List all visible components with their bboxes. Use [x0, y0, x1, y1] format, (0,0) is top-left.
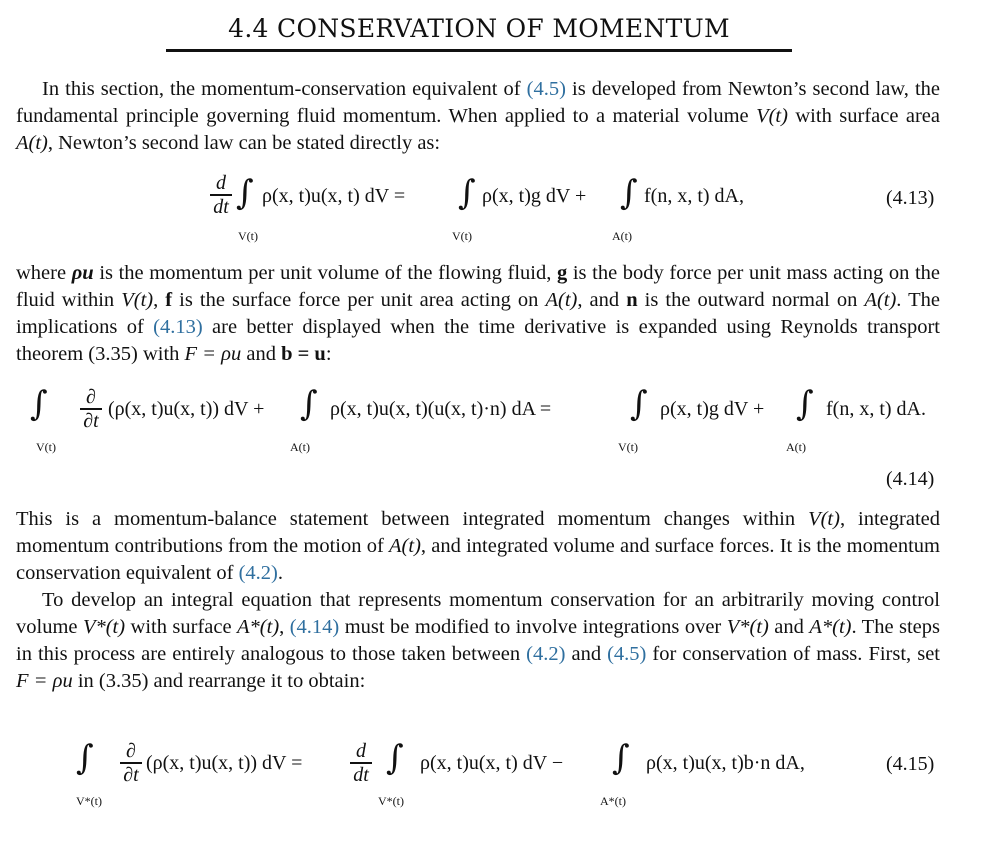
- equation-number: (4.13): [886, 187, 935, 209]
- paragraph-2: where ρu is the momentum per unit volume of the flowing fluid, g is the body force per unit mass acting on the fluid within V(t), f is the surface force per unit area acting on A(t), and n is the outward normal on A(t). The implications of (4.13) are better displayed when the time derivative is expanded using Reynolds transport theorem (3.35) with F = ρu and b = u:: [16, 262, 940, 365]
- integral-sign: ∫: [76, 738, 94, 778]
- paragraph-1: In this section, the momentum-conservation equivalent of (4.5) is developed from Newton’s second law, the fundamental principle governing fluid momentum. When applied to a material volume V(t) with surface area A(t), Newton’s second law can be stated directly as:: [16, 78, 940, 154]
- paragraph-3: This is a momentum-balance statement between integrated momentum changes within V(t), integrated momentum contributions from the motion of A(t), and integrated volume and surface forces. It is the momentum conservation equivalent of (4.2).: [16, 508, 941, 584]
- integral-sign: ∫: [300, 384, 318, 424]
- integral-sign: ∫: [458, 173, 476, 213]
- eq14-sub-a: A(t): [290, 440, 310, 454]
- derivative-operator: d dt: [210, 172, 232, 218]
- integral-sign: ∫: [796, 384, 814, 424]
- eq14-sub-a: A(t): [786, 440, 806, 454]
- eq15-sub-a: A*(t): [600, 794, 626, 808]
- equation-link-4-13[interactable]: (4.13): [153, 316, 203, 338]
- integral-sign: ∫: [620, 173, 638, 213]
- eq13-sub-a: A(t): [612, 229, 632, 243]
- eq15-sub-v: V*(t): [378, 794, 404, 808]
- equation-number: (4.14): [886, 468, 935, 490]
- equation-link-4-5[interactable]: (4.5): [526, 78, 566, 100]
- equation-link-4-2[interactable]: (4.2): [238, 562, 278, 584]
- partial-derivative-operator: ∂ ∂t: [80, 386, 102, 432]
- integral-sign: ∫: [612, 738, 630, 778]
- section-heading: 4.4 CONSERVATION OF MOMENTUM: [228, 14, 730, 43]
- equation-link-4-2[interactable]: (4.2): [526, 643, 566, 665]
- eq13-sub-v: V(t): [452, 229, 472, 243]
- eq14-term3: ρ(x, t)g dV +: [660, 398, 765, 420]
- eq14-sub-v: V(t): [36, 440, 56, 454]
- eq14-sub-v: V(t): [618, 440, 638, 454]
- eq14-term1: (ρ(x, t)u(x, t)) dV +: [108, 398, 265, 420]
- paragraph-4: To develop an integral equation that represents momentum conservation for an arbitrarily moving control volume V*(t) with surface A*(t), (4.14) must be modified to involve integrations over V*(t) and A*(t). The steps in this process are entirely analogous to those taken between (4.2) and (4.5) for conservation of mass. First, set F = ρu in (3.35) and rearrange it to obtain:: [16, 589, 940, 692]
- integral-sign: ∫: [30, 384, 48, 424]
- equation-link-4-5[interactable]: (4.5): [607, 643, 647, 665]
- eq15-term1: (ρ(x, t)u(x, t)) dV =: [146, 752, 303, 774]
- integral-sign: ∫: [630, 384, 648, 424]
- equation-number: (4.15): [886, 753, 935, 775]
- eq15-term3: ρ(x, t)u(x, t)b·n dA,: [646, 752, 805, 774]
- eq14-term4: f(n, x, t) dA.: [826, 398, 926, 420]
- eq15-sub-v: V*(t): [76, 794, 102, 808]
- integral-sign: ∫: [236, 173, 254, 213]
- integral-sign: ∫: [386, 738, 404, 778]
- eq13-surface-force: f(n, x, t) dA,: [644, 185, 744, 207]
- eq13-body-force: ρ(x, t)g dV +: [482, 185, 587, 207]
- eq15-term2: ρ(x, t)u(x, t) dV −: [420, 752, 564, 774]
- eq13-lhs: ρ(x, t)u(x, t) dV =: [262, 185, 406, 207]
- partial-derivative-operator: ∂ ∂t: [120, 740, 142, 786]
- heading-rule: [166, 49, 792, 52]
- derivative-operator: d dt: [350, 740, 372, 786]
- eq14-term2: ρ(x, t)u(x, t)(u(x, t)·n) dA =: [330, 398, 552, 420]
- equation-link-4-14[interactable]: (4.14): [289, 616, 340, 638]
- eq13-sub-v: V(t): [238, 229, 258, 243]
